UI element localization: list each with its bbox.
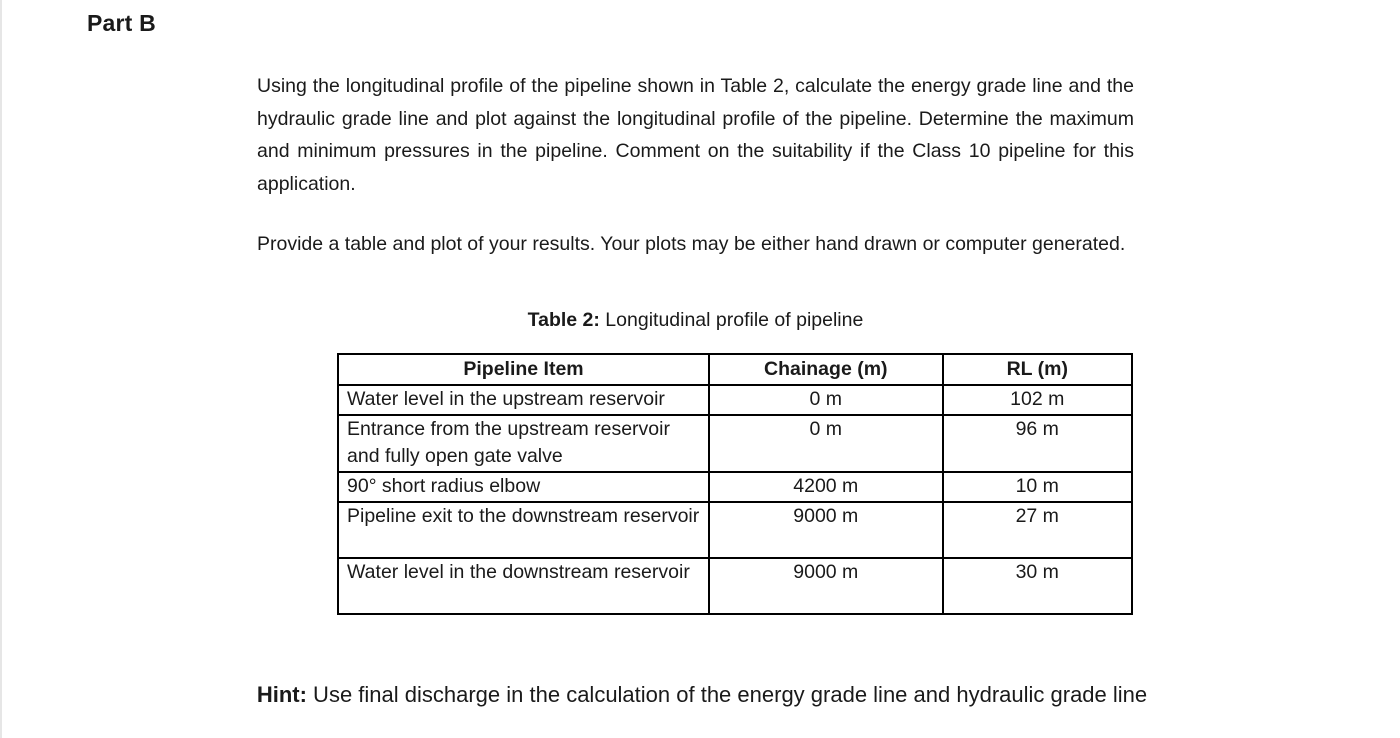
- cell-rl: 30 m: [943, 558, 1132, 614]
- cell-item: Pipeline exit to the downstream reservoir: [338, 502, 709, 558]
- cell-chainage: 9000 m: [709, 558, 943, 614]
- task-paragraph-1: Using the longitudinal profile of the pipeline shown in Table 2, calculate the energy grade line and the hydraulic grade line and plot against the longitudinal profile of the pipeline. Determine the maximum and minimum pressures in the pipeline. Comment on the suitability if the Class 10 pipeline for this application.: [257, 75, 1134, 195]
- cell-chainage: 0 m: [709, 385, 943, 415]
- cell-rl: 27 m: [943, 502, 1132, 558]
- longitudinal-profile-table: [337, 353, 1133, 615]
- table-caption-text: Longitudinal profile of pipeline: [599, 308, 864, 331]
- content-column: [257, 70, 1134, 615]
- table-caption: [257, 309, 1134, 332]
- hint-text: Use final discharge in the calculation of the energy grade line and hydraulic grade line: [306, 682, 1148, 707]
- cell-rl: 96 m: [943, 415, 1132, 472]
- table-row: [338, 415, 1132, 472]
- hint-line: [2, 680, 1400, 710]
- cell-chainage: 4200 m: [709, 472, 943, 502]
- part-heading: Part B: [87, 10, 156, 36]
- table-row: [338, 385, 1132, 415]
- cell-item: Water level in the downstream reservoir: [338, 558, 709, 614]
- cell-item: 90° short radius elbow: [338, 472, 709, 502]
- table-row: [338, 502, 1132, 558]
- header-rl: RL (m): [943, 354, 1132, 385]
- table-caption-label: Table 2:: [527, 308, 600, 331]
- cell-item: Water level in the upstream reservoir: [338, 385, 709, 415]
- cell-rl: 102 m: [943, 385, 1132, 415]
- cell-chainage: 0 m: [709, 415, 943, 472]
- table-header-row: [338, 354, 1132, 385]
- cell-rl: 10 m: [943, 472, 1132, 502]
- cell-chainage: 9000 m: [709, 502, 943, 558]
- cell-item: Entrance from the upstream reservoir and fully open gate valve: [338, 415, 709, 472]
- task-paragraph-2: Provide a table and plot of your results. Your plots may be either hand drawn or computer generated.: [257, 233, 1126, 255]
- hint-label: Hint:: [256, 682, 307, 707]
- table-row: [338, 558, 1132, 614]
- header-chainage: Chainage (m): [709, 354, 943, 385]
- header-pipeline-item: Pipeline Item: [338, 354, 709, 385]
- table-row: [338, 472, 1132, 502]
